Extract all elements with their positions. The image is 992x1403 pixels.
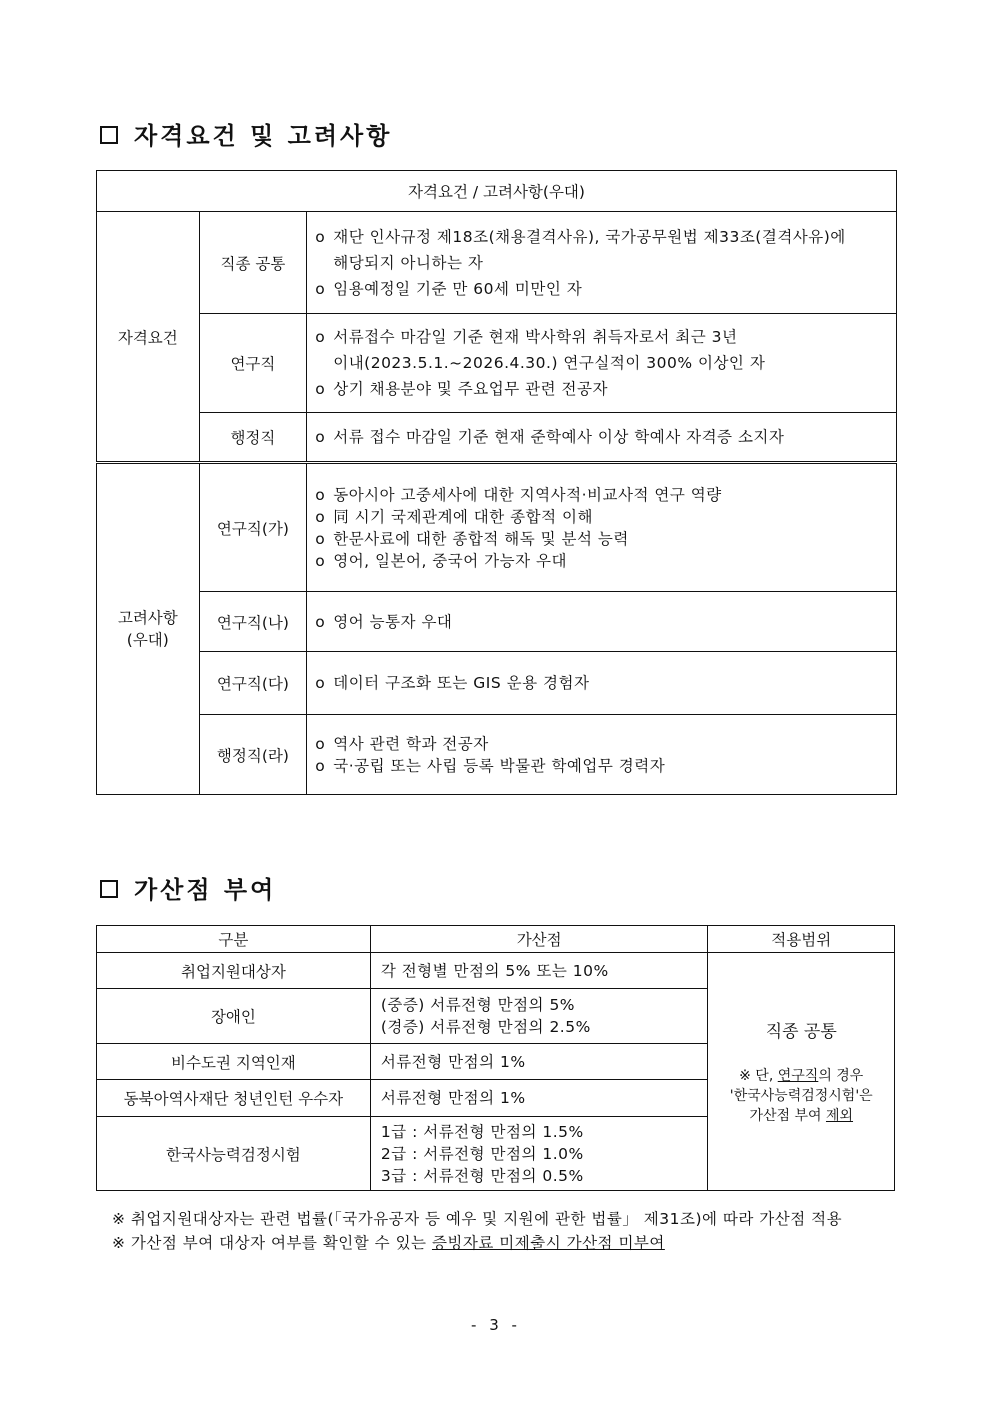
row-items: o 서류접수 마감일 기준 현재 박사학위 취득자로서 최근 3년 이내(2023.5.1.~2026.4.30.) 연구실적이 300% 이상인 자 o 상기 채용분야 및 주요업무 관련 전공자 — [307, 314, 897, 413]
checkbox-square-icon — [100, 880, 118, 898]
list-item: 임용예정일 기준 만 60세 미만인 자 — [333, 279, 583, 298]
qualification-label: 자격요건 — [97, 212, 200, 463]
row-items: o 동아시아 고중세사에 대한 지역사적·비교사적 연구 역량 o 同 시기 국제관계에 대한 종합적 이해 o 한문사료에 대한 종합적 해독 및 분석 능력 o 영어, 일본어, 중국어 가능자 우대 — [307, 463, 897, 592]
qualification-table — [96, 170, 897, 795]
row-category: 연구직(가) — [199, 463, 307, 592]
row-category: 연구직(나) — [199, 592, 307, 652]
list-item: 영어 능통자 우대 — [333, 612, 453, 631]
bonus-points: (중증) 서류전형 만점의 5% (경증) 서류전형 만점의 2.5% — [370, 989, 708, 1044]
scope-main: 직종 공통 — [765, 1022, 837, 1042]
section2-title — [100, 870, 276, 905]
list-item: 한문사료에 대한 종합적 해독 및 분석 능력 — [333, 529, 629, 548]
note-2: ※ 가산점 부여 대상자 여부를 확인할 수 있는 증빙자료 미제출시 가산점 미부여 — [112, 1234, 665, 1252]
column-header: 적용범위 — [708, 926, 895, 953]
row-items: o 재단 인사규정 제18조(채용결격사유), 국가공무원법 제33조(결격사유)에 해당되지 아니하는 자 o 임용예정일 기준 만 60세 미만인 자 — [307, 212, 897, 314]
row-category: 행정직 — [199, 413, 307, 463]
list-item: 역사 관련 학과 전공자 — [333, 734, 489, 753]
row-category: 연구직 — [199, 314, 307, 413]
row-items: o 영어 능통자 우대 — [307, 592, 897, 652]
row-items: o 역사 관련 학과 전공자 o 국·공립 또는 사립 등록 박물관 학예업무 경력자 — [307, 715, 897, 795]
column-header: 가산점 — [370, 926, 708, 953]
list-item: 데이터 구조화 또는 GIS 운용 경험자 — [333, 674, 590, 692]
section2-title-text: 가산점 부여 — [134, 875, 277, 904]
qualification-table-header: 자격요건 / 고려사항(우대) — [97, 171, 897, 212]
column-header: 구분 — [97, 926, 371, 953]
bonus-points: 1급 : 서류전형 만점의 1.5% 2급 : 서류전형 만점의 1.0% 3급 : 서류전형 만점의 0.5% — [370, 1117, 708, 1191]
row-category: 연구직(다) — [199, 652, 307, 715]
bonus-category: 취업지원대상자 — [97, 953, 371, 989]
section1-title — [100, 116, 392, 151]
page-number: - 3 - — [471, 1316, 521, 1334]
row-items: o 데이터 구조화 또는 GIS 운용 경험자 — [307, 652, 897, 715]
preference-label: 고려사항 (우대) — [97, 463, 200, 795]
bonus-category: 한국사능력검정시험 — [97, 1117, 371, 1191]
list-item: 국·공립 또는 사립 등록 박물관 학예업무 경력자 — [333, 756, 666, 775]
list-item: 영어, 일본어, 중국어 가능자 우대 — [333, 551, 567, 570]
list-item: 상기 채용분야 및 주요업무 관련 전공자 — [333, 380, 608, 398]
row-category: 직종 공통 — [199, 212, 307, 314]
scope-cell — [708, 953, 895, 1191]
bonus-points-table — [96, 925, 895, 1191]
section1-title-text: 자격요건 및 고려사항 — [134, 121, 393, 150]
list-item: 동아시아 고중세사에 대한 지역사적·비교사적 연구 역량 — [333, 485, 722, 504]
bonus-points: 서류전형 만점의 1% — [370, 1044, 708, 1080]
list-item: 서류접수 마감일 기준 현재 박사학위 취득자로서 최근 3년 — [333, 328, 738, 346]
scope-note: ※ 단, 연구직의 경우 '한국사능력검정시험'은 가산점 부여 제외 — [729, 1068, 873, 1124]
list-item: 해당되지 아니하는 자 — [333, 253, 484, 272]
bonus-category: 동북아역사재단 청년인턴 우수자 — [97, 1080, 371, 1117]
note-1: ※ 취업지원대상자는 관련 법률(「국가유공자 등 예우 및 지원에 관한 법률」 제31조)에 따라 가산점 적용 — [112, 1210, 843, 1228]
list-item: 同 시기 국제관계에 대한 종합적 이해 — [333, 507, 593, 526]
bonus-category: 장애인 — [97, 989, 371, 1044]
bonus-category: 비수도권 지역인재 — [97, 1044, 371, 1080]
row-category: 행정직(라) — [199, 715, 307, 795]
bonus-points: 서류전형 만점의 1% — [370, 1080, 708, 1117]
list-item: 재단 인사규정 제18조(채용결격사유), 국가공무원법 제33조(결격사유)에 — [333, 227, 846, 246]
row-items: o 서류 접수 마감일 기준 현재 준학예사 이상 학예사 자격증 소지자 — [307, 413, 897, 463]
checkbox-square-icon — [100, 126, 118, 144]
list-item: 이내(2023.5.1.~2026.4.30.) 연구실적이 300% 이상인 자 — [333, 354, 766, 372]
bonus-points: 각 전형별 만점의 5% 또는 10% — [370, 953, 708, 989]
list-item: 서류 접수 마감일 기준 현재 준학예사 이상 학예사 자격증 소지자 — [333, 428, 785, 446]
